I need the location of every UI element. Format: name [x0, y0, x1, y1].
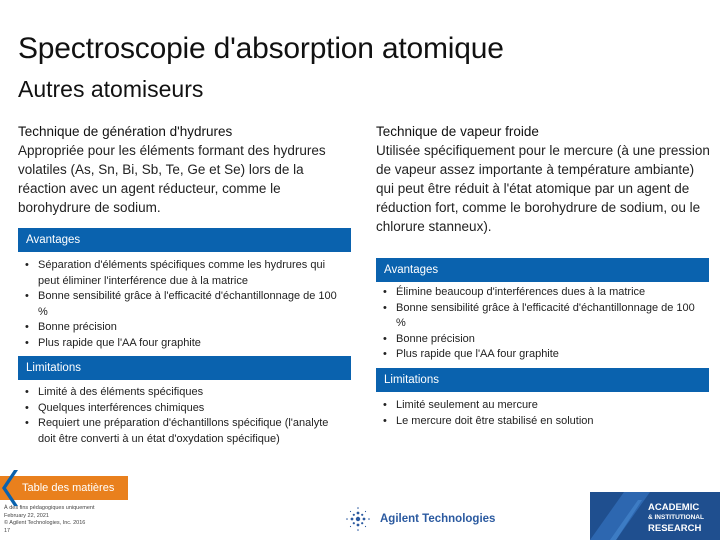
academic-line3: RESEARCH: [648, 523, 702, 534]
cold-vapor-column: [376, 123, 711, 236]
list-item: • Requiert une préparation d'échantillons spécifique (l'analyte doit être converti à un état d'oxydation spécifique): [18, 416, 333, 447]
cold-vapor-limitations-bar: Limitations: [376, 368, 709, 392]
academic-shape-icon: [590, 492, 650, 540]
hydride-advantages-bar: Avantages: [18, 228, 351, 252]
hydride-limitations-bar: Limitations: [18, 356, 351, 380]
list-item: • Bonne précision: [18, 320, 348, 336]
hydride-description: Appropriée pour les éléments formant des hydrures volatiles (As, Sn, Bi, Sb, Te, Ge et Se) lors de la réaction avec un agent réducteur, comme le borohydrure de sodium.: [18, 143, 326, 215]
list-item: • Limité à des éléments spécifiques: [18, 385, 333, 401]
list-item: • Plus rapide que l'AA four graphite: [376, 347, 706, 363]
hydride-limitations-list: [18, 385, 333, 447]
list-item: • Plus rapide que l'AA four graphite: [18, 336, 348, 352]
cold-vapor-advantages-list: [376, 285, 706, 363]
toc-label: Table des matières: [22, 482, 115, 494]
footer-date: February 22, 2021: [4, 512, 49, 519]
list-item: • Bonne sensibilité grâce à l'efficacité d'échantillonnage de 100 %: [18, 289, 348, 320]
page-number: 17: [4, 527, 11, 534]
list-item: • Séparation d'éléments spécifiques comme les hydrures qui peut éliminer l'interférence due à la matrice: [18, 258, 348, 289]
list-item: • Élimine beaucoup d'interférences dues à la matrice: [376, 285, 706, 301]
cold-vapor-heading: Technique de vapeur froide: [376, 124, 539, 139]
hydride-advantages-list: [18, 258, 348, 351]
academic-research-logo: [590, 492, 720, 540]
table-of-contents-button[interactable]: [0, 476, 128, 500]
slide-title: Spectroscopie d'absorption atomique: [18, 32, 504, 65]
list-item: • Quelques interférences chimiques: [18, 401, 333, 417]
academic-line2: & INSTITUTIONAL: [648, 514, 704, 521]
list-item: • Le mercure doit être stabilisé en solution: [376, 414, 706, 430]
hydride-generation-column: [18, 123, 353, 217]
cold-vapor-limitations-list: [376, 398, 706, 429]
academic-line1: ACADEMIC: [648, 502, 700, 513]
slide-subtitle: Autres atomiseurs: [18, 76, 204, 102]
agilent-logo-text: Agilent Technologies: [380, 513, 496, 525]
chevron-left-icon[interactable]: [0, 470, 18, 506]
cold-vapor-description: Utilisée spécifiquement pour le mercure (à une pression de vapeur assez importante à température ambiante) qui peut être réduit à l'état atomique par un agent de réduction fort, comme le borohydrure de sodium, ou le chlorure stanneux).: [376, 143, 710, 234]
list-item: • Bonne sensibilité grâce à l'efficacité d'échantillonnage de 100 %: [376, 301, 706, 332]
list-item: • Limité seulement au mercure: [376, 398, 706, 414]
footer-notes: [4, 505, 95, 535]
hydride-heading: Technique de génération d'hydrures: [18, 124, 233, 139]
footer-copyright: © Agilent Technologies, Inc. 2016: [4, 520, 86, 526]
footer-purpose: À des fins pédagogiques uniquement: [4, 505, 95, 511]
list-item: • Bonne précision: [376, 332, 706, 348]
cold-vapor-advantages-bar: Avantages: [376, 258, 709, 282]
